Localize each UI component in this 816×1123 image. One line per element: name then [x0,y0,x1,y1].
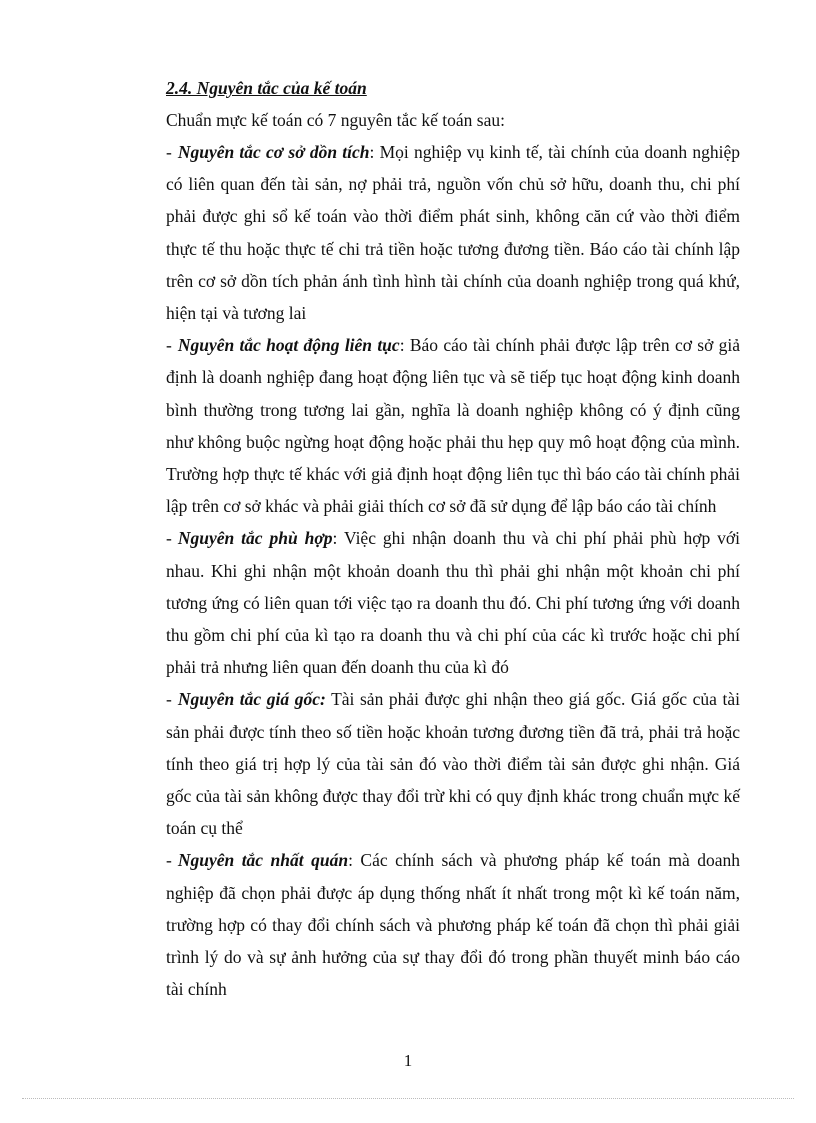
bullet-dash: - [166,850,172,871]
principle-term: Nguyên tắc hoạt động liên tục [177,335,400,356]
principle-term: Nguyên tắc nhất quán [177,850,349,871]
principle-sep: : [399,335,405,356]
principle-text: Việc ghi nhận doanh thu và chi phí phải phù hợp với nhau. Khi ghi nhận một khoản doanh thu thì phải ghi nhận một khoản chi phí tương ứng có liên quan tới việc tạo ra doanh thu đó. Chi phí tương ứng với doanh thu gồm chi phí của kì tạo ra doanh thu và chi phí của các kì trước hoặc chi phí phải trả nhưng liên quan đến doanh thu của kì đó [166,528,740,678]
principle-sep: : [348,850,353,871]
bullet-dash: - [166,335,172,356]
principle-paragraph [166,136,740,329]
principle-paragraph [166,522,740,683]
principle-term: Nguyên tắc phù hợp [177,528,333,549]
page-bottom-divider [22,1098,794,1099]
principle-text: Tài sản phải được ghi nhận theo giá gốc. Giá gốc của tài sản phải được tính theo số tiền hoặc khoản tương đương tiền đã trả, phải trả hoặc tính theo giá trị hợp lý của tài sản đó vào thời điểm tài sản được ghi nhận. Giá gốc của tài sản không được thay đổi trừ khi có quy định khác trong chuẩn mực kế toán cụ thể [166,689,740,839]
section-heading: 2.4. Nguyên tắc của kế toán [166,78,367,98]
principle-paragraph [166,329,740,522]
principle-text: Các chính sách và phương pháp kế toán mà doanh nghiệp đã chọn phải được áp dụng thống nhất ít nhất trong một kì kế toán năm, trường hợp có thay đổi chính sách và phương pháp kế toán đã chọn thì phải giải trình lý do và sự ảnh hưởng của sự thay đổi đó trong phần thuyết minh báo cáo tài chính [166,850,740,1000]
principle-text: Báo cáo tài chính phải được lập trên cơ sở giả định là doanh nghiệp đang hoạt động liên tục và sẽ tiếp tục hoạt động kinh doanh bình thường trong tương lai gần, nghĩa là doanh nghiệp không có ý định cũng như không buộc ngừng hoạt động hoặc phải thu hẹp quy mô hoạt động của mình. Trường hợp thực tế khác với giả định hoạt động liên tục thì báo cáo tài chính phải lập trên cơ sở khác và phải giải thích cơ sở đã sử dụng để lập báo cáo tài chính [166,335,740,517]
intro-text: Chuẩn mực kế toán có 7 nguyên tắc kế toán sau: [166,110,505,130]
principle-term: Nguyên tắc giá gốc: [177,689,326,710]
bullet-dash: - [166,689,172,710]
principle-text: Mọi nghiệp vụ kinh tế, tài chính của doanh nghiệp có liên quan đến tài sản, nợ phải trả, nguồn vốn chủ sở hữu, doanh thu, chi phí phải được ghi sổ kế toán vào thời điểm phát sinh, không căn cứ vào thời điểm thực tế thu hoặc thực tế chi trả tiền hoặc tương đương tiền. Báo cáo tài chính lập trên cơ sở dồn tích phản ánh tình hình tài chính của doanh nghiệp trong quá khứ, hiện tại và tương lai [166,142,740,324]
principle-term: Nguyên tắc cơ sở dồn tích [177,142,370,162]
principle-sep: : [369,142,375,162]
document-body [166,72,740,1005]
bullet-dash: - [166,142,172,162]
principle-paragraph [166,683,740,844]
page-number: 1 [403,1051,413,1070]
principle-paragraph [166,844,740,1005]
principle-sep: : [332,528,338,549]
bullet-dash: - [166,528,172,549]
